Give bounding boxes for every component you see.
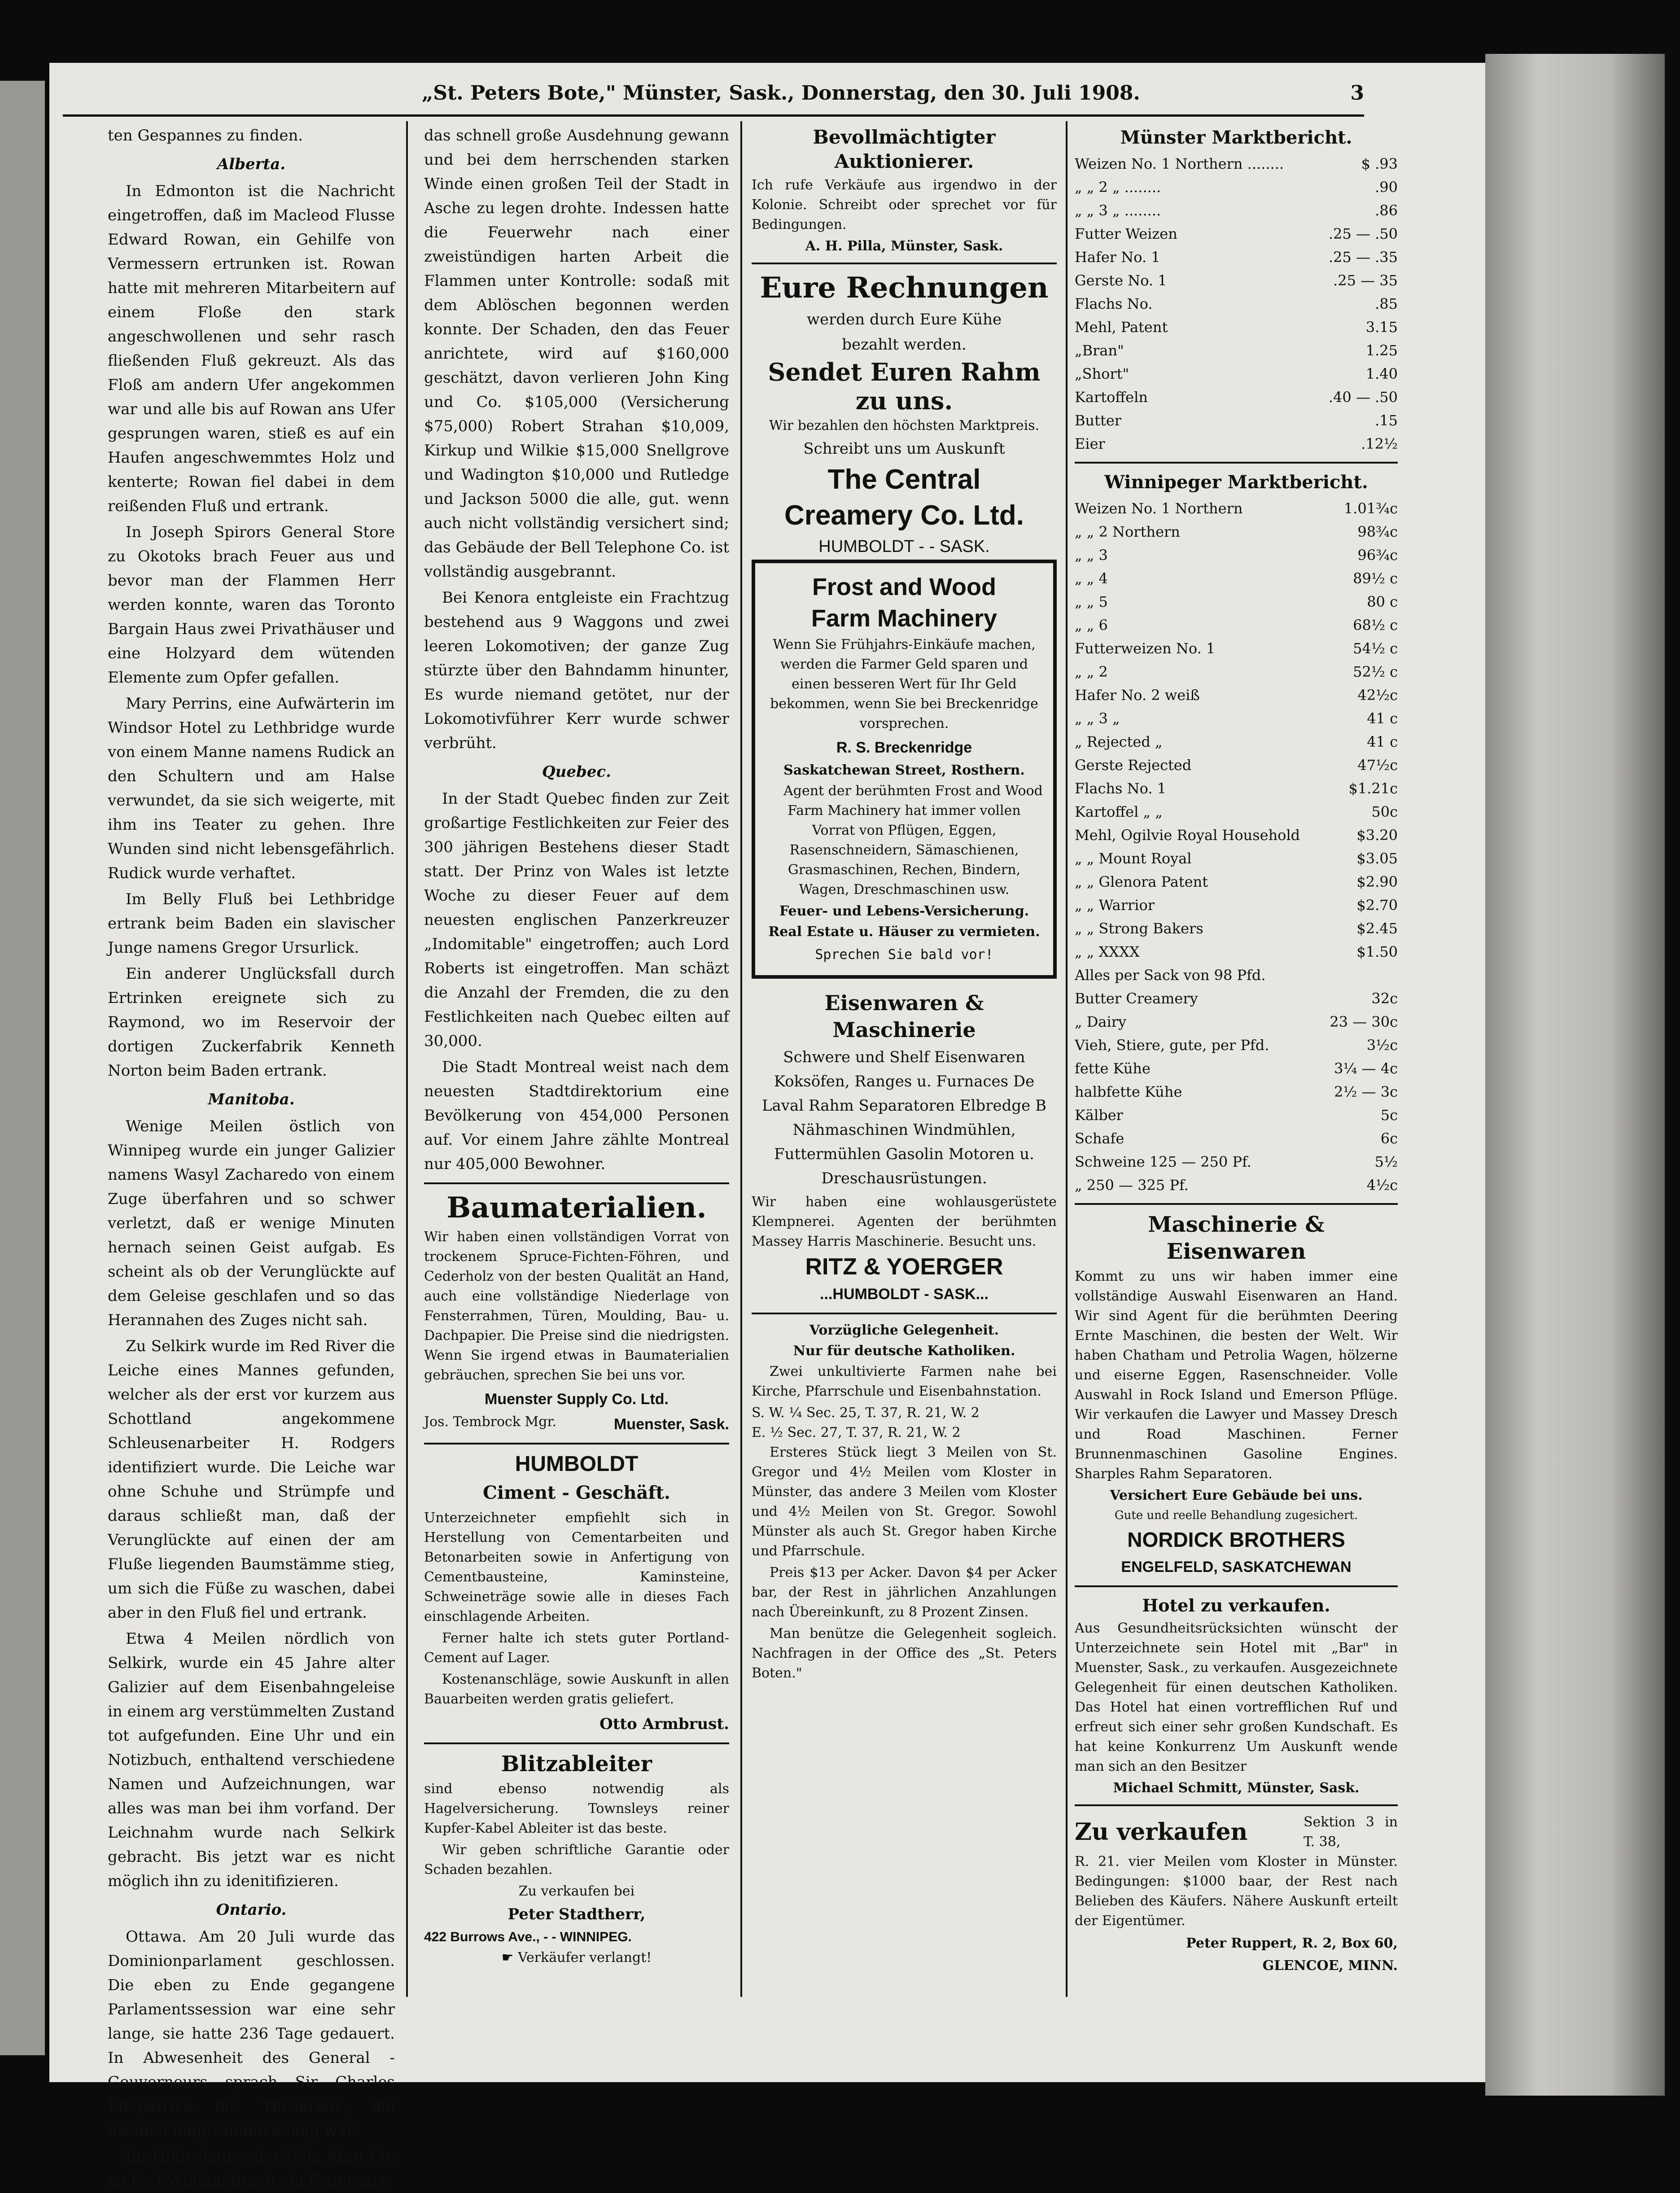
ad-signature: A. H. Pilla, Münster, Sask. (805, 238, 1003, 254)
muenster-market-table (1075, 152, 1398, 455)
winnipeg-market-price: 6c (1380, 1130, 1398, 1147)
winnipeg-market-row (1075, 707, 1398, 730)
muenster-market-row (1075, 292, 1398, 315)
winnipeg-market-item: „ „ 3 (1075, 547, 1108, 564)
ad-text: R. 21. vier Meilen vom Kloster in Münster. Bedingungen: $1000 baar, der Rest nach Belieben des Käufers. Nähere Auskunft erteilt der Eigentümer. (1075, 1854, 1398, 1929)
winnipeg-market-row (1075, 1103, 1398, 1127)
winnipeg-market-item: „ „ 5 (1075, 593, 1108, 610)
ad-text: Zu verkaufen bei (518, 1883, 635, 1899)
divider (424, 1182, 729, 1184)
winnipeg-market-row (1075, 590, 1398, 613)
ad-real-estate: Real Estate u. Häuser zu vermieten. (768, 924, 1040, 940)
ad-gelegenheit (752, 1321, 1057, 1683)
winnipeg-market-row (1075, 1057, 1398, 1080)
ad-address: Saskatchewan Street, Rosthern. (783, 762, 1025, 778)
winnipeg-market-price: 42½c (1357, 687, 1398, 704)
muenster-market-item: Eier (1075, 435, 1105, 452)
winnipeg-market-row (1075, 847, 1398, 870)
ad-heading: Zu verkaufen (1075, 1818, 1248, 1846)
winnipeg-market-row (1075, 823, 1398, 847)
winnipeg-market-row (1075, 660, 1398, 683)
winnipeg-market-item: „ Rejected „ (1075, 733, 1163, 750)
column-3 (752, 123, 1057, 1986)
ad-text: Sektion 3 in T. 38, (1304, 1814, 1398, 1850)
winnipeg-market-price: 98¾c (1357, 523, 1398, 540)
muenster-market-heading: Münster Marktbericht. (1120, 127, 1352, 148)
winnipeg-market-item: Hafer No. 2 weiß (1075, 687, 1200, 704)
article-paragraph: In Edmonton ist die Nachricht eingetroffen, daß im Macleod Flusse Edward Rowan, ein Gehilfe von Vermessern ertrunken ist. Rowan hatte mit mehreren Mitarbeitern auf einem Floße den stark angeschwollenen und sehr rasch fließenden Fluß gekreuzt. Als das Floß am andern Ufer angekommen war und alle bis auf Rowan ans Ufer gesprungen waren, stieß es auf ein Haufen angeschwemmtes Holz und kenterte; Rowan fiel dabei in dem reißenden Fluß und ertrank. (108, 182, 395, 515)
section-quebec: Quebec. (542, 763, 611, 781)
winnipeg-market-item: Alles per Sack von 98 Pfd. (1075, 967, 1266, 984)
winnipeg-market-row (1075, 1010, 1398, 1033)
ad-central-creamery (752, 271, 1057, 559)
muenster-market-price: .90 (1375, 179, 1398, 196)
ad-signature: Michael Schmitt, Münster, Sask. (1113, 1780, 1360, 1796)
muenster-market-price: .25 — .50 (1328, 225, 1398, 242)
ad-address: 422 Burrows Ave., - - WINNIPEG. (424, 1930, 632, 1944)
winnipeg-market-item: Mehl, Ogilvie Royal Household (1075, 827, 1300, 844)
muenster-market-row (1075, 339, 1398, 362)
ad-company: Creamery Co. Ltd. (784, 500, 1024, 531)
muenster-market-row (1075, 245, 1398, 269)
winnipeg-market-price: 96¾c (1357, 547, 1398, 564)
winnipeg-market-item: Futterweizen No. 1 (1075, 640, 1216, 657)
right-page-edge (1485, 54, 1665, 2096)
winnipeg-market-price: 1.01¾c (1343, 500, 1398, 517)
ad-text: Wir haben einen vollständigen Vorrat von trockenem Spruce-Fichten-Föhren, und Cederholz von der besten Qualität an Hand, auch eine vollständige Niederlage von Fensterrahmen, Türen, Moulding, Bau- u. Dachpapier. Die Preise sind die niedrigsten. Wenn Sie irgend etwas in Baumaterialien gebräuchen, sprechen Sie bei uns vor. (424, 1229, 729, 1383)
winnipeg-market-item: „ „ Strong Bakers (1075, 920, 1203, 937)
ad-zu-verkaufen (1075, 1812, 1398, 1976)
section-alberta: Alberta. (217, 155, 286, 173)
winnipeg-market-price: $2.45 (1356, 920, 1398, 937)
header-rule (63, 114, 1364, 117)
column-2 (424, 123, 729, 1986)
ad-text: Preis $13 per Acker. Davon $4 per Acker bar, der Rest in jährlichen Anzahlungen nach Übereinkunft, zu 8 Prozent Zinsen. (752, 1565, 1057, 1620)
winnipeg-market-price: 89½ c (1353, 570, 1398, 587)
winnipeg-market-item: halbfette Kühe (1075, 1083, 1182, 1100)
winnipeg-market-item: fette Kühe (1075, 1060, 1151, 1077)
winnipeg-market-item: Flachs No. 1 (1075, 780, 1167, 797)
column-rule-1 (406, 121, 408, 1997)
muenster-market-row (1075, 175, 1398, 199)
ad-company: The Central (827, 464, 981, 495)
article-paragraph: Wenige Meilen östlich von Winnipeg wurde ein junger Galizier namens Wasyl Zacharedo von einem Zuge überfahren und so schwer verletzt, daß er wenige Minuten hernach seinen Geist aufgab. Es scheint als ob der Verunglückte auf dem Geleise geschlafen und so das Herannahen des Zuges nicht sah. (108, 1117, 395, 1329)
ad-text: Ersteres Stück liegt 3 Meilen von St. Gregor und 4½ Meilen vom Kloster in Münster, das andere 3 Meilen vom Kloster und 4½ Meilen von St. Gregor. Sowohl Münster als auch St. Gregor haben Kirche und Pfarrschule. (752, 1444, 1057, 1559)
ad-subheading: Sendet Euren Rahm (768, 358, 1041, 386)
ad-text: Wir haben eine wohlausgerüstete Klempnerei. Agenten der berühmten Massey Harris Maschinerie. Besucht uns. (752, 1194, 1057, 1249)
winnipeg-market-row (1075, 987, 1398, 1010)
winnipeg-market-price: 47½c (1357, 757, 1398, 774)
winnipeg-market-price: 41 c (1367, 710, 1398, 727)
muenster-market-item: Butter (1075, 412, 1122, 429)
muenster-market-row (1075, 222, 1398, 245)
ad-heading: Eure Rechnungen (760, 271, 1049, 305)
divider (1075, 1804, 1398, 1806)
ad-heading: Maschinerie & Eisenwaren (1148, 1212, 1325, 1264)
muenster-market-item: Weizen No. 1 Northern ........ (1075, 155, 1284, 172)
winnipeg-market-price: 54½ c (1353, 640, 1398, 657)
ad-text: bezahlt werden. (842, 336, 967, 354)
ad-insurance: Feuer- und Lebens-Versicherung. (779, 903, 1029, 919)
muenster-market-row (1075, 409, 1398, 432)
winnipeg-market-price: $2.70 (1356, 897, 1398, 914)
winnipeg-market-price: 23 — 30c (1330, 1013, 1398, 1030)
muenster-market-price: 1.40 (1365, 365, 1398, 382)
ad-heading: Frost and Wood (812, 573, 996, 600)
muenster-market-price: .86 (1375, 202, 1398, 219)
ad-legal-description: S. W. ¼ Sec. 25, T. 37, R. 21, W. 2 (752, 1405, 980, 1421)
ad-text: Wenn Sie Frühjahrs-Einkäufe machen, werden die Farmer Geld sparen und einen besseren Wert für Ihr Geld bekommen, wenn Sie bei Breckenridge vorsprechen. (770, 637, 1038, 731)
winnipeg-market-row (1075, 637, 1398, 660)
ad-insurance: Versichert Eure Gebäude bei uns. (1110, 1488, 1363, 1503)
winnipeg-market-row (1075, 777, 1398, 800)
winnipeg-market-price: 41 c (1367, 733, 1398, 750)
winnipeg-market-item: Butter Creamery (1075, 990, 1198, 1007)
ad-text: Gute und reelle Behandlung zugesichert. (1114, 1509, 1358, 1522)
ad-signature: Peter Ruppert, R. 2, Box 60, (1186, 1935, 1398, 1951)
ad-footer (424, 1412, 729, 1436)
winnipeg-market-item: „ „ Mount Royal (1075, 850, 1192, 867)
ad-text: Kostenanschläge, sowie Auskunft in allen Bauarbeiten werden gratis geliefert. (424, 1672, 729, 1707)
muenster-market-item: Kartoffeln (1075, 389, 1148, 406)
col1-lead: ten Gespannes zu finden. (108, 127, 303, 144)
winnipeg-market-price: 2½ — 3c (1334, 1083, 1398, 1100)
ad-text: Unterzeichneter empfiehlt sich in Herstellung von Cementarbeiten und Betonarbeiten sowie in Anfertigung von Cementbausteine, Kaminsteine, Schweineträge sowie alle in dieses Fach einschlagende Arbeiten. (424, 1510, 729, 1624)
winnipeg-market-row (1075, 1033, 1398, 1057)
ad-text: werden durch Eure Kühe (806, 311, 1002, 328)
winnipeg-market-item: Vieh, Stiere, gute, per Pfd. (1075, 1037, 1269, 1054)
winnipeg-market-row (1075, 543, 1398, 567)
article-paragraph: Ottawa. Am 20 Juli wurde das Dominionparlament geschlossen. Die eben zu Ende gegangene Parlamentssession war eine sehr lange, sie hatte 236 Tage gedauert. In Abwesenheit des General - Gouverneurs sprach Sir Charles Fitzpatrick die Thronrede, die diesmal ungewöhnlich lang war. (108, 1928, 395, 2140)
muenster-market-price: 1.25 (1365, 342, 1398, 359)
winnipeg-market-item: „ „ Glenora Patent (1075, 873, 1208, 890)
winnipeg-market-item: Kälber (1075, 1107, 1123, 1124)
muenster-market-price: .25 — .35 (1328, 249, 1398, 266)
ad-text: Kommt zu uns wir haben immer eine vollständige Auswahl Eisenwaren an Hand. Wir sind Agent für die berühmten Deering Ernte Maschinen, die besten der Welt. Wir haben Chatham und Petrolia Wagen, hölzerne und eiserne Eggen, Rasenschneider. Volle Auswahl in Rock Island und Emerson Pflüge. Wir verkaufen die Lawyer und Massey Dresch und Road Maschinen. Ferner Brunnenmaschinen Gasoline Engines. Sharples Rahm Separatoren. (1075, 1269, 1398, 1482)
muenster-market-item: „Short" (1075, 365, 1129, 382)
winnipeg-market-price: $1.50 (1356, 943, 1398, 960)
winnipeg-market-row (1075, 497, 1398, 520)
winnipeg-market-row (1075, 567, 1398, 590)
ad-humboldt-ciment (424, 1451, 729, 1736)
winnipeg-market-price: $1.21c (1348, 780, 1398, 797)
ad-heading: Vorzügliche Gelegenheit. (809, 1322, 999, 1338)
muenster-market-item: Flachs No. (1075, 295, 1153, 312)
ad-text: sind ebenso notwendig als Hagelversicherung. Townsleys reiner Kupfer-Kabel Ableiter ist das beste. (424, 1781, 729, 1836)
column-rule-3 (1066, 121, 1068, 1997)
winnipeg-market-item: „ „ 6 (1075, 617, 1108, 634)
winnipeg-market-item: „ „ XXXX (1075, 943, 1140, 960)
page-header (63, 76, 1364, 112)
article-paragraph: In der Stadt Quebec finden zur Zeit großartige Festlichkeiten zur Feier des 300 jährigen Bestehens dieser Stadt statt. Der Prinz von Wales ist letzte Woche zu dieser Feuer auf dem neuesten englischen Panzerkreuzer „Indomitable" eingetroffen; auch Lord Roberts ist eingetroffen. Man schäzt die Anzahl der Fremden, die zu den Festlichkeiten nach Quebec eilten auf 30,000. (424, 790, 729, 1050)
article-paragraph: Mary Perrins, eine Aufwärterin im Windsor Hotel zu Lethbridge wurde von einem Manne namens Rudick an den Schultern und am Halse verwundet, da sie sich weigerte, mit ihm ins Teater zu gehen. Ihre Wunden sind nicht lebensgefährlich. Rudick wurde verhaftet. (108, 695, 395, 882)
muenster-market-price: $ .93 (1361, 155, 1398, 172)
ad-place: GLENCOE, MINN. (1262, 1958, 1398, 1974)
muenster-market-row (1075, 269, 1398, 292)
winnipeg-market-row (1075, 730, 1398, 753)
ad-footer: Sprechen Sie bald vor! (815, 947, 993, 963)
section-ontario: Ontario. (216, 1901, 287, 1919)
winnipeg-market-item: Gerste Rejected (1075, 757, 1192, 774)
muenster-market-price: .40 — .50 (1328, 389, 1398, 406)
ad-text: Ich rufe Verkäufe aus irgendwo in der Kolonie. Schreibt oder sprechet vor für Bedingungen. (752, 177, 1057, 232)
article-paragraph: Im Belly Fluß bei Lethbridge ertrank beim Baden ein slavischer Junge namens Gregor Ursurlick. (108, 890, 395, 957)
ad-blitzableiter (424, 1751, 729, 1968)
muenster-market-item: „ „ 3 „ ........ (1075, 202, 1161, 219)
winnipeg-market-row (1075, 963, 1398, 987)
divider (1075, 1203, 1398, 1205)
ad-text: Zwei unkultivierte Farmen nahe bei Kirche, Pfarrschule und Eisenbahnstation. (752, 1364, 1057, 1399)
ad-text: Schreibt uns um Auskunft (803, 440, 1005, 458)
winnipeg-market-heading: Winnipeger Marktbericht. (1104, 472, 1368, 493)
ad-legal-description: E. ½ Sec. 27, T. 37, R. 21, W. 2 (752, 1425, 961, 1440)
muenster-market-item: Futter Weizen (1075, 225, 1177, 242)
winnipeg-market-price: 50c (1371, 803, 1398, 820)
muenster-market-item: „Bran" (1075, 342, 1124, 359)
winnipeg-market-table (1075, 497, 1398, 1197)
article-paragraph: In Joseph Spirors General Store zu Okotoks brach Feuer aus und bevor man der Flammen Herr werden konnte, waren das Toronto Bargain Haus zwei Privathäuser und eine Holzyard dem wütenden Elemente zum Opfer gefallen. (108, 523, 395, 687)
winnipeg-market-row (1075, 800, 1398, 823)
winnipeg-market-item: Schafe (1075, 1130, 1124, 1147)
divider (424, 1443, 729, 1444)
winnipeg-market-item: Kartoffel „ „ (1075, 803, 1163, 820)
page-number: 3 (1350, 82, 1364, 105)
ad-frost-wood (752, 560, 1057, 979)
winnipeg-market-price: 68½ c (1353, 617, 1398, 634)
winnipeg-market-row (1075, 1080, 1398, 1103)
winnipeg-market-price: 5c (1380, 1107, 1398, 1124)
muenster-market-row (1075, 152, 1398, 175)
ad-text: Man benütze die Gelegenheit sogleich. Nachfragen in der Office des „St. Peters Boten." (752, 1626, 1057, 1681)
ad-text: Wir bezahlen den höchsten Marktpreis. (769, 418, 1040, 433)
article-paragraph: Ein anderer Unglücksfall durch Ertrinken ereignete sich zu Raymond, wo im Reservoir der dortigen Zuckerfabrik Kenneth Norton beim Baden ertrank. (108, 965, 395, 1080)
ad-heading: Baumaterialien. (446, 1191, 707, 1225)
ad-signature: Otto Armbrust. (599, 1715, 729, 1733)
winnipeg-market-price: $3.20 (1356, 827, 1398, 844)
winnipeg-market-price: 3¼ — 4c (1334, 1060, 1398, 1077)
section-manitoba: Manitoba. (208, 1090, 295, 1108)
ad-subheading: Ciment - Geschäft. (483, 1482, 670, 1503)
muenster-market-price: .25 — 35 (1333, 272, 1398, 289)
column-4 (1075, 123, 1398, 1986)
winnipeg-market-row (1075, 940, 1398, 963)
ad-footer (424, 1948, 729, 1968)
muenster-market-item: Gerste No. 1 (1075, 272, 1167, 289)
winnipeg-market-row (1075, 870, 1398, 893)
winnipeg-market-item: „ „ 3 „ (1075, 710, 1120, 727)
ad-heading: Bevollmächtigter Auktionierer. (813, 126, 996, 172)
winnipeg-market-item: „ Dairy (1075, 1013, 1127, 1030)
winnipeg-market-row (1075, 683, 1398, 707)
muenster-market-price: .85 (1375, 295, 1398, 312)
winnipeg-market-item: „ „ Warrior (1075, 897, 1155, 914)
left-page-edge (0, 81, 45, 2055)
ad-text: Ferner halte ich stets guter Portland-Cement auf Lager. (424, 1630, 729, 1666)
ad-footer-text: Verkäufer verlangt! (518, 1950, 652, 1965)
ad-text: Aus Gesundheitsrücksichten wünscht der Unterzeichnete sein Hotel mit „Bar" in Muenster, Sask., zu verkaufen. Ausgezeichnete Gelegenheit für einen deutschen Katholiken. Das Hotel hat einen vortrefflichen Ruf und erfreut sich einer sehr großen Kundschaft. Es hat keine Konkurrenz Um Auskunft wende man sich an den Besitzer (1075, 1620, 1398, 1774)
winnipeg-market-row (1075, 893, 1398, 917)
divider (424, 1742, 729, 1744)
muenster-market-row (1075, 315, 1398, 339)
ad-manager: Jos. Tembrock Mgr. (424, 1414, 557, 1430)
winnipeg-market-item: „ „ 2 (1075, 663, 1108, 680)
muenster-market-price: .15 (1375, 412, 1398, 429)
article-paragraph: Die Stadt Montreal weist nach dem neuesten Stadtdirektorium eine Bevölkerung von 454,000 Personen auf. Vor einem Jahre zählte Montreal nur 405,000 Bewohner. (424, 1058, 729, 1173)
muenster-market-item: „ „ 2 „ ........ (1075, 179, 1161, 196)
muenster-market-row (1075, 432, 1398, 455)
ad-place: ENGELFELD, SASKATCHEWAN (1121, 1558, 1352, 1576)
ad-place: Muenster, Sask. (613, 1416, 729, 1433)
winnipeg-market-price: $2.90 (1356, 873, 1398, 890)
winnipeg-market-price: 4½c (1366, 1177, 1398, 1194)
ad-place: HUMBOLDT - - SASK. (818, 537, 990, 556)
ad-baumaterialien (424, 1191, 729, 1436)
winnipeg-market-item: „ „ 4 (1075, 570, 1108, 587)
ad-company: Muenster Supply Co. Ltd. (485, 1391, 669, 1408)
winnipeg-market-price: 80 c (1367, 593, 1398, 610)
ad-ritz-yoerger (752, 989, 1057, 1306)
ad-text: Schwere und Shelf Eisenwaren Koksöfen, Ranges u. Furnaces De Laval Rahm Separatoren Elbredge B Nähmaschinen Windmühlen, Futtermühlen Gasolin Motoren u. Dreschausrüstungen. (761, 1048, 1047, 1187)
column-1 (108, 123, 395, 2190)
winnipeg-market-row (1075, 520, 1398, 543)
article-paragraph: Etwa 4 Meilen nördlich von Selkirk, wurde ein 45 Jahre alter Galizier auf dem Eisenbahngeleise in einem arg verstümmelten Zustand tot aufgefunden. Eine Uhr und ein Notizbuch, enthaltend verschiedene Namen und Aufzeichnungen, war alles was man bei ihm vorfand. Der Leichnahm wurde nach Selkirk gebracht. Bis jetzt war es nicht möglich ihn zu idenitifizieren. (108, 1630, 395, 1890)
winnipeg-market-row (1075, 1150, 1398, 1173)
ad-text: Agent der berühmten Frost and Wood Farm Machinery hat immer vollen Vorrat von Pflügen, Eggen, Rasenschneidern, Sämaschienen, Grasmaschinen, Rechen, Bindern, Wagen, Dreschmaschinen usw. (783, 783, 1043, 897)
winnipeg-market-price: 5½ (1374, 1153, 1398, 1170)
ad-heading: HUMBOLDT (515, 1452, 639, 1476)
muenster-market-price: .12½ (1361, 435, 1398, 452)
winnipeg-market-price: 32c (1371, 990, 1398, 1007)
muenster-market-item: Mehl, Patent (1075, 319, 1168, 336)
ad-text: Wir geben schriftliche Garantie oder Schaden bezahlen. (424, 1842, 729, 1878)
winnipeg-market-row (1075, 1173, 1398, 1197)
winnipeg-market-row (1075, 613, 1398, 637)
winnipeg-market-row (1075, 753, 1398, 777)
ad-auktionierer (752, 125, 1057, 256)
muenster-market-row (1075, 362, 1398, 385)
pointing-hand-icon: ☛ (501, 1950, 514, 1965)
ad-hotel (1075, 1593, 1398, 1798)
ad-header-row (1075, 1812, 1398, 1852)
divider (1075, 1585, 1398, 1587)
winnipeg-market-row (1075, 1127, 1398, 1150)
winnipeg-market-price: 52½ c (1353, 663, 1398, 680)
winnipeg-market-item: Schweine 125 — 250 Pf. (1075, 1153, 1251, 1170)
muenster-market-item: Hafer No. 1 (1075, 249, 1160, 266)
ad-nordick-brothers (1075, 1211, 1398, 1579)
article-paragraph: Im Hinterhause der John King Co, zu Fort William brach ein Feuer aus, (108, 2148, 395, 2190)
divider (1075, 462, 1398, 464)
divider (752, 263, 1057, 264)
winnipeg-market-item: Weizen No. 1 Northern (1075, 500, 1243, 517)
column-rule-2 (740, 121, 742, 1997)
ad-name: R. S. Breckenridge (836, 739, 972, 756)
article-paragraph: Zu Selkirk wurde im Red River die Leiche eines Mannes gefunden, welcher als der erst vor kurzem aus Schottland angekommene Schleusenarbeiter H. Rodgers identifiziert wurde. Die Leiche war ohne Schuhe und Strümpfe und daraus schließt man, daß der Verunglückte auf einen der am Fluße liegenden Baumstämme stieg, um sich die Füße zu waschen, dabei aber in den Fluß fiel und ertrank. (108, 1337, 395, 1622)
ad-company: RITZ & YOERGER (805, 1254, 1003, 1280)
ad-heading: Farm Machinery (811, 605, 998, 632)
winnipeg-market-price: $3.05 (1356, 850, 1398, 867)
article-paragraph: das schnell große Ausdehnung gewann und bei dem herrschenden starken Winde einen großen Teil der Stadt in Asche zu legen drohte. Indessen hatte die Feuerwehr nach einer zweistündigen harten Arbeit die Flammen unter Kontrolle: sodaß mit dem Ablöschen begonnen werden konnte. Der Schaden, den das Feuer anrichtete, wird auf $160,000 geschätzt, davon verlieren John King und Co. $105,000 (Versicherung $75,000) Robert Strahan $10,009, Kirkup und Wilkie $15,000 Snellgrove und Wadington $10,000 und Rutledge und Jackson 5000 die alle, gut. wenn auch nicht vollständig versichert sind; das Gebäude der Bell Telephone Co. ist vollständig ausgebrannt. (424, 127, 729, 581)
header-title: „St. Peters Bote," Münster, Sask., Donnerstag, den 30. Juli 1908. (422, 82, 1140, 105)
ad-heading: Hotel zu verkaufen. (1142, 1595, 1330, 1615)
muenster-market-price: 3.15 (1365, 319, 1398, 336)
winnipeg-market-row (1075, 917, 1398, 940)
article-paragraph: Bei Kenora entgleiste ein Frachtzug bestehend aus 9 Waggons und zwei leeren Lokomotiven; der ganze Zug stürzte über den Bahndamm hinunter, Es wurde niemand getötet, nur der Lokomotivführer Kerr wurde schwer verbrüht. (424, 589, 729, 752)
muenster-market-row (1075, 199, 1398, 222)
ad-heading: Eisenwaren & Maschinerie (824, 991, 984, 1042)
ad-company: NORDICK BROTHERS (1127, 1528, 1345, 1551)
ad-subheading: Nur für deutsche Katholiken. (793, 1343, 1015, 1359)
winnipeg-market-item: „ 250 — 325 Pf. (1075, 1177, 1189, 1194)
ad-heading: Blitzableiter (501, 1751, 652, 1777)
ad-subheading: zu uns. (855, 386, 953, 415)
winnipeg-market-item: „ „ 2 Northern (1075, 523, 1180, 540)
muenster-market-row (1075, 385, 1398, 409)
winnipeg-market-price: 3½c (1366, 1037, 1398, 1054)
ad-signature: Peter Stadtherr, (508, 1905, 646, 1923)
ad-place: ...HUMBOLDT - SASK... (820, 1286, 989, 1303)
divider (752, 1313, 1057, 1314)
